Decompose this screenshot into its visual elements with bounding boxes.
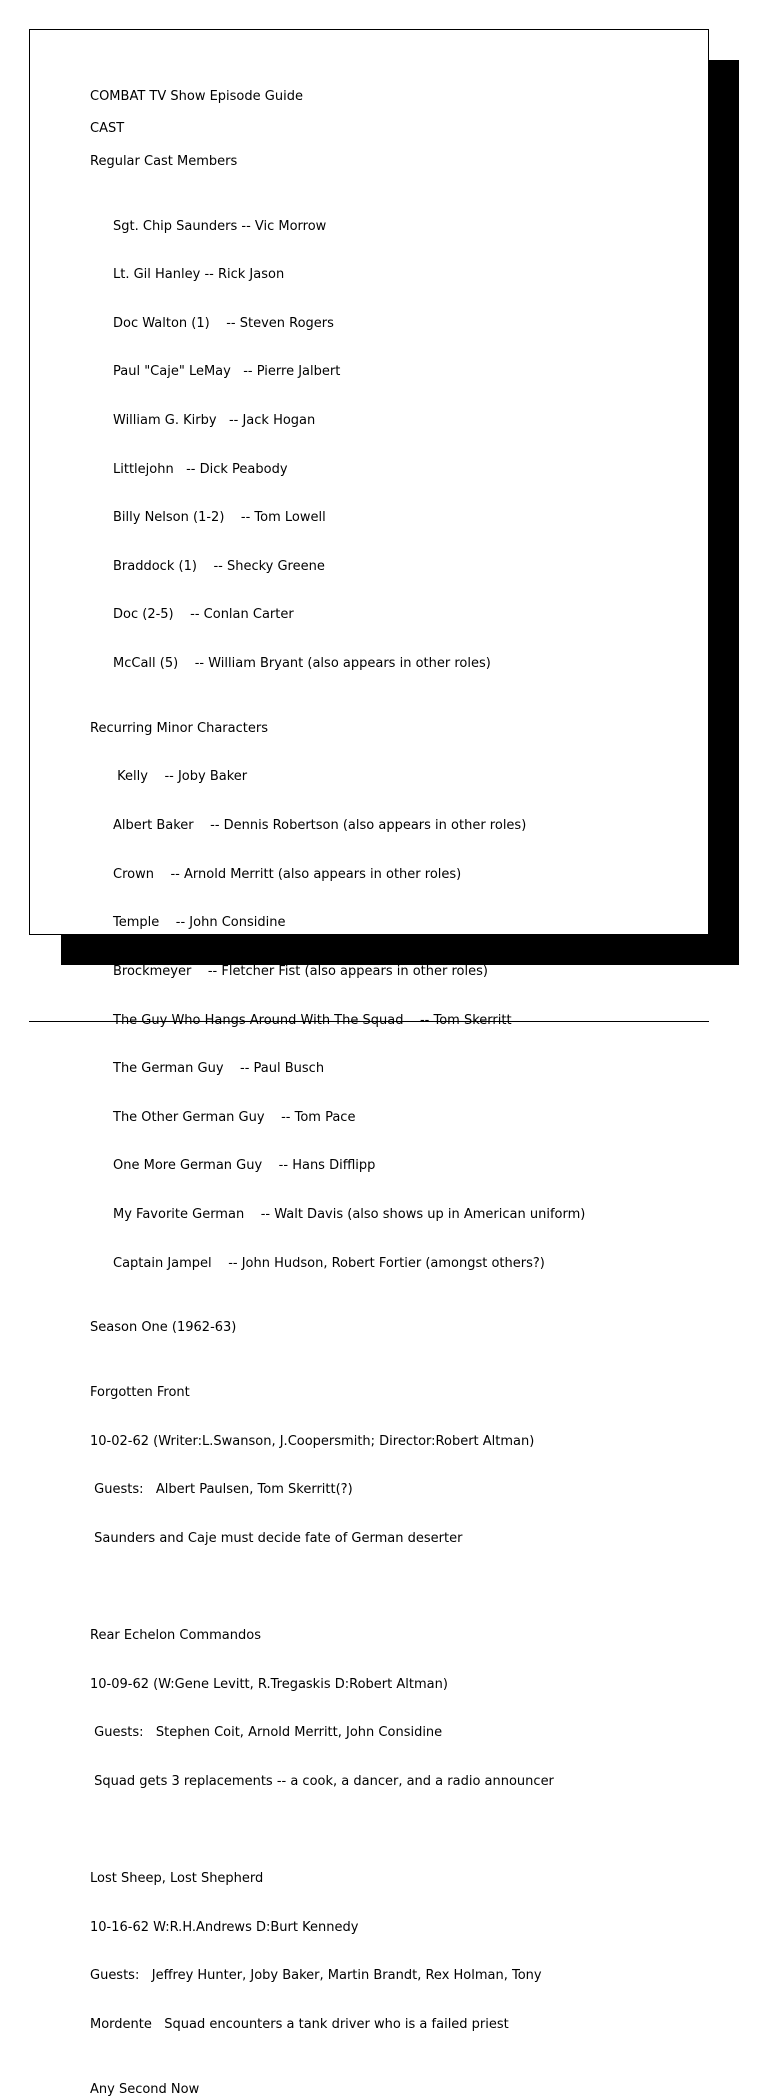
episode-summary: Mordente Squad encounters a tank driver who is a failed priest: [90, 2017, 509, 2033]
document-body: [90, 89, 690, 2098]
episode-guests: Guests: Albert Paulsen, Tom Skerritt(?): [90, 1482, 353, 1498]
cast-line: Paul "Caje" LeMay -- Pierre Jalbert: [113, 364, 341, 380]
cast-line: One More German Guy -- Hans Difflipp: [113, 1158, 376, 1174]
episode-guests: Guests: Jeffrey Hunter, Joby Baker, Martin Brandt, Rex Holman, Tony: [90, 1968, 542, 1984]
cast-line: Lt. Gil Hanley -- Rick Jason: [113, 267, 285, 283]
episode-title: Any Second Now: [90, 2081, 200, 2097]
season-heading: Season One (1962-63): [90, 1320, 237, 1336]
cast-line: Crown -- Arnold Merritt (also appears in other roles): [113, 866, 462, 882]
cast-line: Albert Baker -- Dennis Robertson (also appears in other roles): [113, 818, 527, 834]
episode-credits: 10-16-62 W:R.H.Andrews D:Burt Kennedy: [90, 1919, 359, 1935]
cast-line: Braddock (1) -- Shecky Greene: [113, 558, 325, 574]
cast-line: Doc (2-5) -- Conlan Carter: [113, 607, 294, 623]
cast-line: Billy Nelson (1-2) -- Tom Lowell: [113, 510, 326, 526]
cast-line: William G. Kirby -- Jack Hogan: [113, 413, 316, 429]
episode-title: Forgotten Front: [90, 1385, 190, 1401]
episode-credits: 10-02-62 (Writer:L.Swanson, J.Coopersmith; Director:Robert Altman): [90, 1433, 535, 1449]
cast-line: Kelly -- Joby Baker: [113, 769, 248, 785]
episode-summary: Saunders and Caje must decide fate of German deserter: [90, 1530, 463, 1546]
cast-line: Sgt. Chip Saunders -- Vic Morrow: [113, 218, 327, 234]
cast-line: My Favorite German -- Walt Davis (also shows up in American uniform): [113, 1206, 586, 1222]
cast-line: McCall (5) -- William Bryant (also appears in other roles): [113, 656, 491, 672]
regular-cast-heading: Regular Cast Members: [90, 153, 238, 169]
minor-characters-heading: Recurring Minor Characters: [90, 720, 268, 736]
cast-line: The German Guy -- Paul Busch: [113, 1061, 325, 1077]
episode-title: Lost Sheep, Lost Shepherd: [90, 1871, 264, 1887]
cast-line: Doc Walton (1) -- Steven Rogers: [113, 315, 334, 331]
cast-line: Captain Jampel -- John Hudson, Robert Fortier (amongst others?): [113, 1255, 545, 1271]
episode-summary: Squad gets 3 replacements -- a cook, a dancer, and a radio announcer: [90, 1774, 554, 1790]
cast-heading: CAST: [90, 121, 125, 137]
document-page: [29, 29, 709, 2097]
document-title: COMBAT TV Show Episode Guide: [90, 89, 303, 104]
episode-entry: [90, 1353, 690, 1580]
episode-entry: [90, 1839, 690, 2066]
cast-line: Temple -- John Considine: [113, 915, 286, 931]
episode-credits: 10-09-62 (W:Gene Levitt, R.Tregaskis D:Robert Altman): [90, 1676, 448, 1692]
cast-line: Brockmeyer -- Fletcher Fist (also appears in other roles): [113, 963, 488, 979]
episode-entry: [90, 1596, 690, 1823]
bottom-divider: [29, 1021, 709, 1022]
cast-line: The Other German Guy -- Tom Pace: [113, 1109, 356, 1125]
episode-title: Rear Echelon Commandos: [90, 1628, 261, 1644]
episode-guests: Guests: Stephen Coit, Arnold Merritt, John Considine: [90, 1725, 443, 1741]
regular-cast-list: [90, 186, 690, 705]
cast-line: Littlejohn -- Dick Peabody: [113, 461, 288, 477]
